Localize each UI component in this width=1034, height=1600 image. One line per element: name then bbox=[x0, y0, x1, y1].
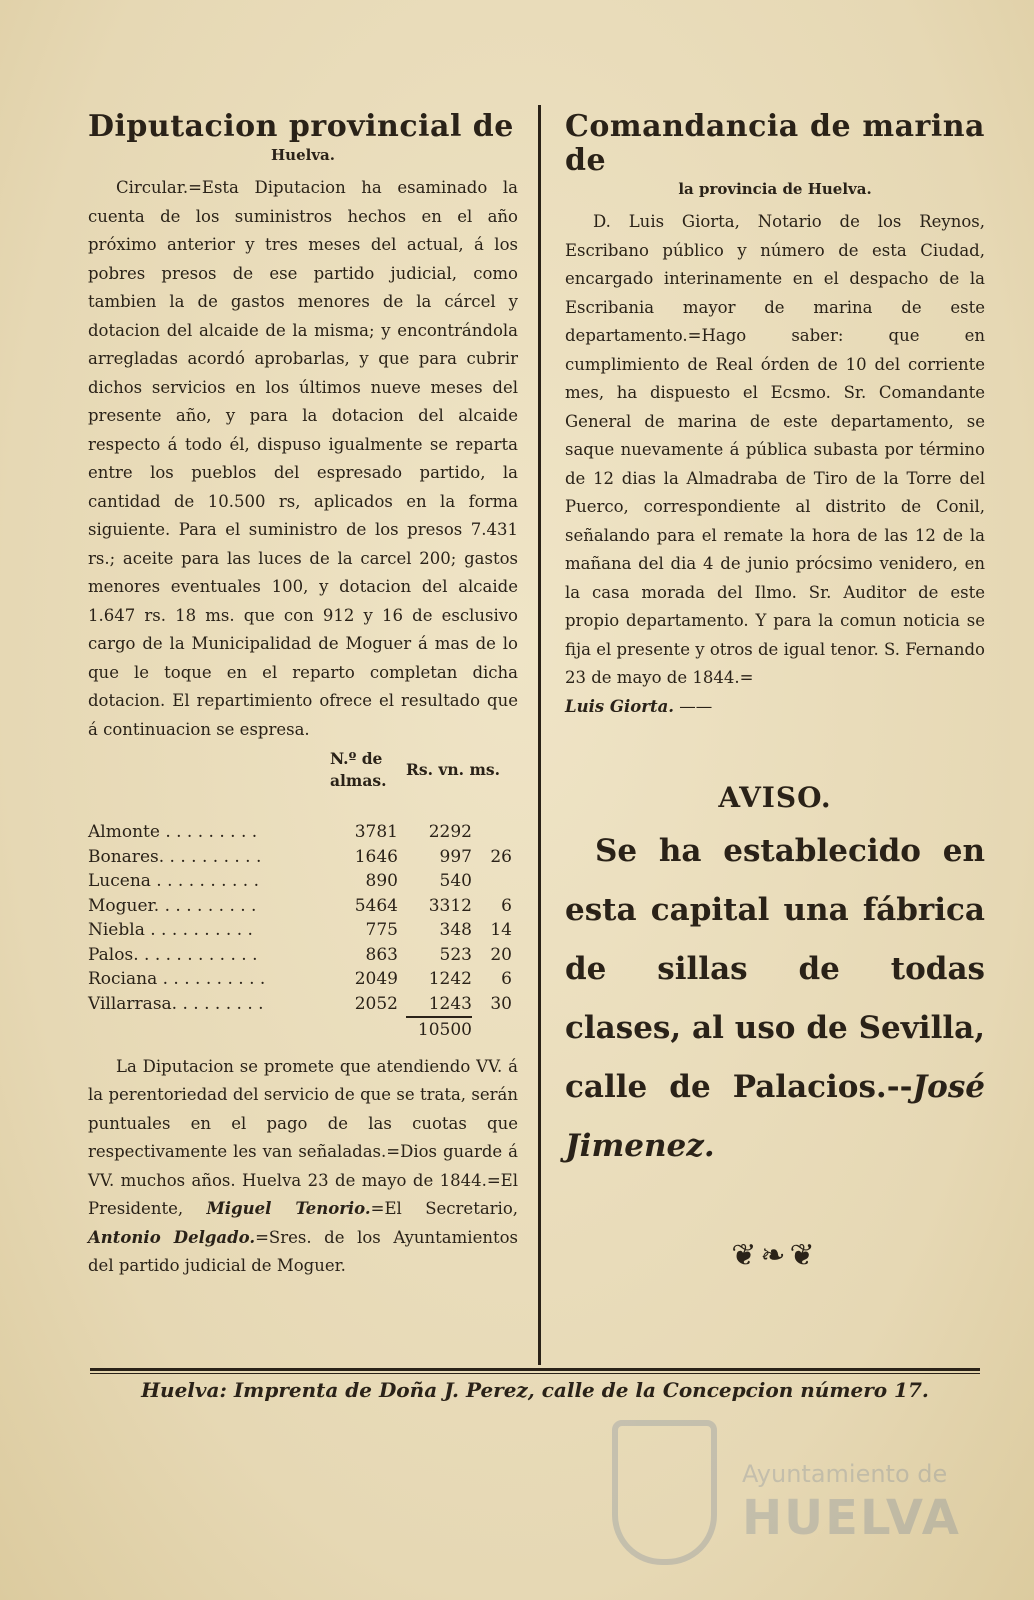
comandancia-subtitle: la provincia de Huelva. bbox=[678, 180, 872, 198]
table-row: Lucena . . . . . . . . . . 890 540 bbox=[88, 871, 472, 891]
aviso-text: Se ha establecido en esta capital una fábrica de sillas de todas clases, al uso de Sevilla, calle de Palacios.--José Jimenez. bbox=[565, 833, 985, 1164]
shield-icon bbox=[612, 1420, 717, 1565]
table-total-row bbox=[88, 1017, 518, 1043]
diputacion-column bbox=[88, 110, 518, 1281]
table-row: Palos. . . . . . . . . . . . 863 523 20 bbox=[88, 944, 512, 965]
footer-rule-thin bbox=[90, 1373, 980, 1374]
ayuntamiento-watermark bbox=[612, 1420, 1002, 1570]
column-divider bbox=[538, 105, 541, 1365]
header-almas: N.º de almas. bbox=[330, 749, 387, 790]
watermark-line1: Ayuntamiento de bbox=[742, 1460, 948, 1488]
diputacion-subtitle: Huelva. bbox=[271, 146, 335, 164]
footer-rule bbox=[90, 1368, 980, 1371]
comandancia-title: Comandancia de marina de bbox=[565, 109, 985, 178]
secretary-name: Antonio Delgado. bbox=[88, 1227, 256, 1247]
closing-text: La Diputacion se promete que atendiendo VV. á la perentoriedad del servicio de que se trata, serán puntuales en el pago de las cuotas que respectivamente les van señaladas.=Dios guarde á VV. muchos años. Huelva 23 de mayo de 1844.=El Presidente, Miguel Tenorio.=El Secretario, Antonio Delgado.=Sres. de los Ayuntamientos del partido judicial de Moguer. bbox=[88, 1056, 519, 1275]
watermark-line2: HUELVA bbox=[742, 1490, 961, 1546]
header-rs: Rs. vn. ms. bbox=[406, 760, 500, 779]
aviso-title: AVISO. bbox=[718, 781, 832, 814]
table-row: Villarrasa. . . . . . . . . 2052 1243 30 bbox=[88, 993, 512, 1014]
comandancia-column bbox=[565, 110, 985, 1273]
table-row: Moguer. . . . . . . . . . 5464 3312 6 bbox=[88, 895, 512, 916]
president-name: Miguel Tenorio. bbox=[206, 1199, 371, 1218]
table-header bbox=[88, 748, 518, 792]
circular-text: Circular.=Esta Diputacion ha esaminado la cuenta de los suministros hechos en el año próximo anterior y tres meses del actual, á los pobres presos de ese partido judicial, como tambien la de gastos menores de la cárcel y dotacion del alcaide de la misma; y encontrándola arregladas acordó aprobarlas, y que para cubrir dichos servicios en los últimos nueve meses del presente año, y para la dotacion del alcaide respecto á todo él, dispuso igualmente se reparta entre los pueblos del espresado partido, la cantidad de 10.500 rs, aplicados en la forma siguiente. Para el suministro de los presos 7.431 rs.; aceite para las luces de la carcel 200; gastos menores eventuales 100, y dotacion del alcaide 1.647 rs. 18 ms. que con 912 y 16 de esclusivo cargo de la Municipalidad de Moguer á mas de lo que le toque en el reparto completan dicha dotacion. El repartimiento ofrece el resultado que á continuacion se espresa. bbox=[88, 178, 518, 739]
notary-signature: Luis Giorta. bbox=[565, 696, 675, 716]
table-total: 10500 bbox=[406, 1017, 472, 1043]
diputacion-title: Diputacion provincial de bbox=[88, 109, 514, 144]
comandancia-text: D. Luis Giorta, Notario de los Reynos, Escribano público y número de esta Ciudad, encargado interinamente en el despacho de la Escribania mayor de marina de este departamento.=Hago saber: que en cumplimiento de Real órden de 10 del corriente mes, ha dispuesto el Ecsmo. Sr. Comandante General de marina de este departamento, se saque nuevamente á pública subasta por término de 12 dias la Almadraba de Tiro de la Torre del Puerco, correspondiente al distrito de Conil, señalando para el remate la hora de las 12 de la mañana del dia 4 de junio prócsimo venidero, en la casa morada del Ilmo. Sr. Auditor de este propio departamento. Y para la comun noticia se fija el presente y otros de igual tenor. S. Fernando 23 de mayo de 1844.= Luis Giorta. —— bbox=[565, 212, 985, 716]
table-row: Niebla . . . . . . . . . . 775 348 14 bbox=[88, 920, 512, 940]
table-row: Almonte . . . . . . . . . 3781 2292 bbox=[88, 822, 472, 842]
repartimiento-table bbox=[88, 748, 518, 1043]
table-row: Bonares. . . . . . . . . . 1646 997 26 bbox=[88, 846, 512, 867]
ornament-icon: ❦❧❦ bbox=[731, 1238, 819, 1273]
table-row: Rociana . . . . . . . . . . 2049 1242 6 bbox=[88, 969, 512, 989]
aviso-signature: José Jimenez. bbox=[565, 1069, 985, 1164]
imprint-footer: Huelva: Imprenta de Doña J. Perez, calle de la Concepcion número 17. bbox=[141, 1378, 929, 1402]
